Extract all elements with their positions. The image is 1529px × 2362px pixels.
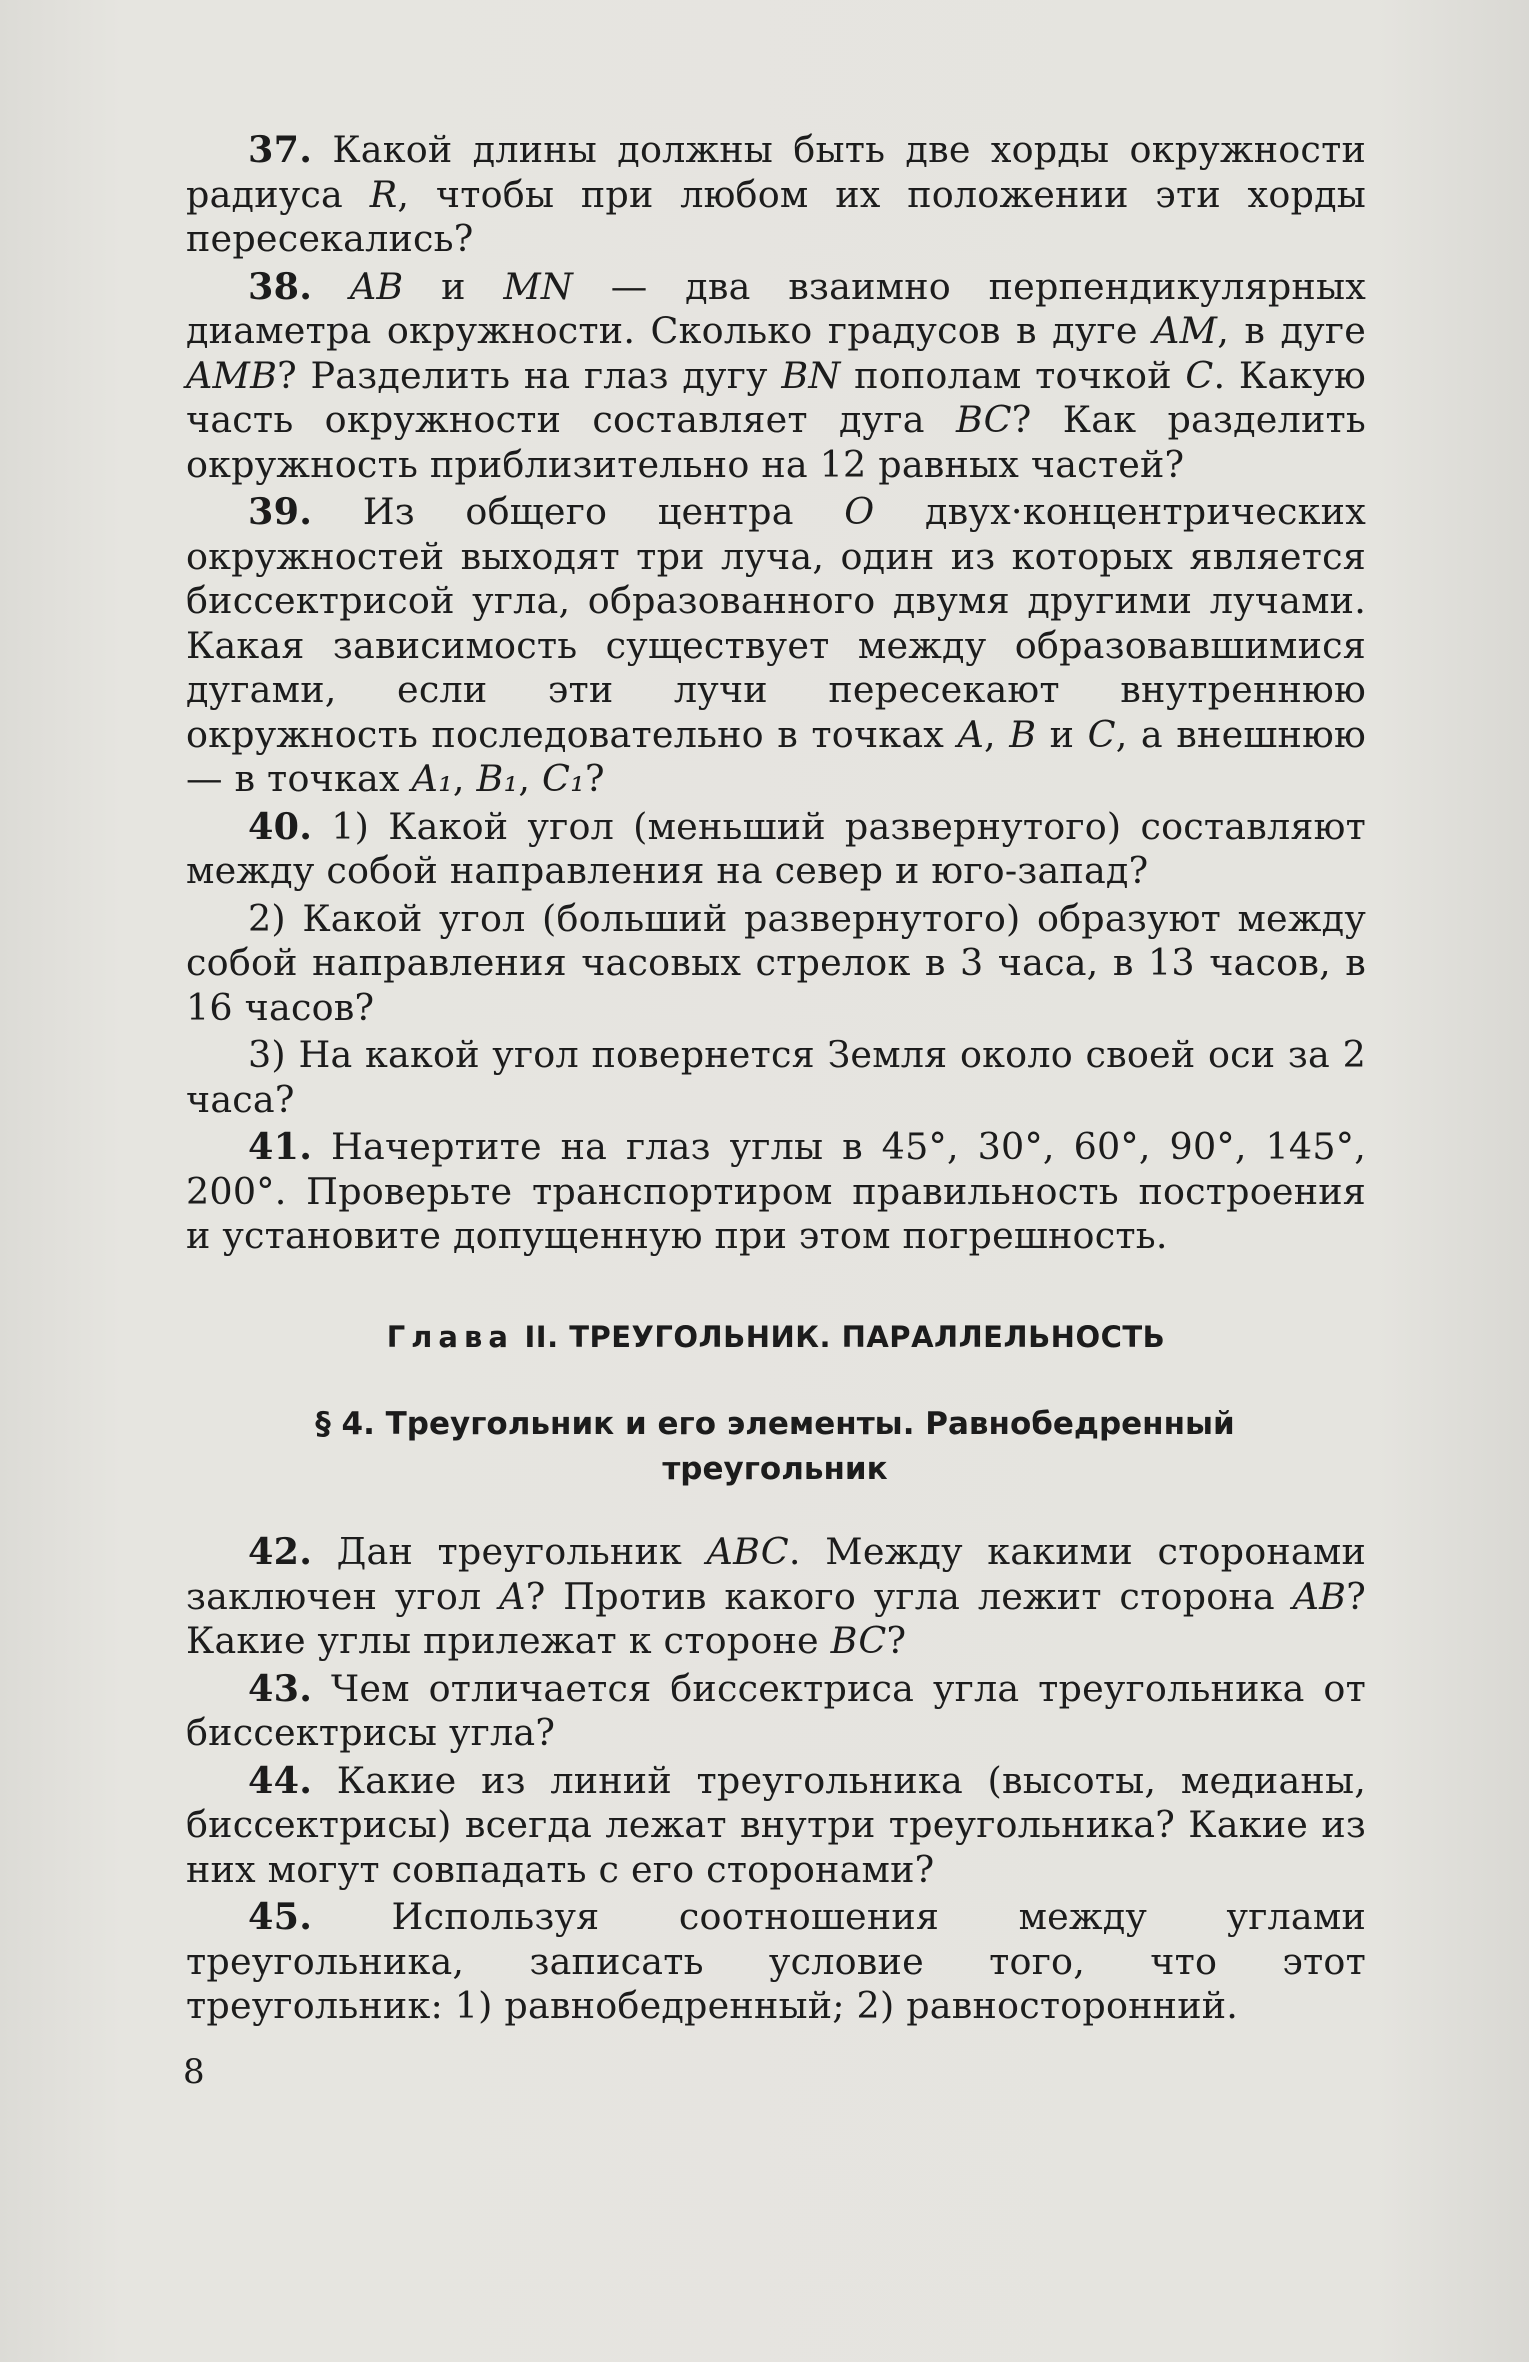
problem-text: Из общего центра [312,490,845,533]
problem-paragraph [186,1125,1366,1259]
problem-text: . Какую часть окружности составляет дуга [186,353,1366,441]
chapter-prefix: Глава [386,1320,514,1354]
math-variable: ABC [706,1530,789,1573]
problem-paragraph [186,897,1366,1031]
problem-paragraph [186,128,1366,262]
problem-text: ? [886,1619,907,1662]
math-variable: A₁ [411,757,453,800]
problem-text: Какие из линий треугольника (высоты, медианы, биссектрисы) всегда лежат внутри треугольника? Какие из них могут совпадать с его сторонами? [186,1758,1366,1891]
chapter-heading [186,1320,1366,1354]
problem-number: 41. [248,1125,313,1168]
problem-number: 45. [248,1895,313,1938]
math-variable: B [1009,712,1037,756]
page-number: 8 [183,2052,205,2092]
problem-text: , [518,757,542,800]
math-variable: AM [1153,309,1218,352]
math-variable: A [499,1574,526,1618]
math-variable: MN [503,264,574,308]
problem-paragraph [186,265,1366,488]
math-variable: O [844,490,875,533]
section-title-line2: треугольник [662,1451,888,1487]
math-variable: BC [955,398,1012,441]
problem-text: Дан треугольник [312,1530,707,1573]
math-variable: AMB [186,353,278,397]
math-variable: AB [1292,1574,1347,1618]
problem-text: Чем отличается биссектриса угла треугольника от биссектрисы угла? [186,1666,1366,1754]
problem-number: 38. [248,264,313,308]
problem-number: 44. [248,1758,313,1802]
problem-paragraph [186,1895,1366,2029]
problem-text: ? Разделить на глаз дугу [277,353,782,397]
problem-text [312,265,350,308]
math-variable: R [369,172,398,216]
problem-text: и [1036,712,1088,756]
problem-number: 42. [248,1530,313,1573]
problem-text: 3) На какой угол повернется Земля около своей оси за 2 часа? [186,1033,1366,1121]
problem-text: Какой длины должны быть две хорды окружности радиуса [186,128,1366,216]
problem-number: 37. [248,128,313,171]
math-variable: BN [781,353,841,397]
problem-text: пополам точкой [840,353,1186,397]
math-variable: AB [349,264,404,308]
section-heading [230,1402,1320,1492]
math-variable: C [1087,712,1116,756]
problem-text: ? Против какого угла лежит сторона [525,1574,1293,1618]
problems-top [186,128,1366,1259]
math-variable: B₁ [476,757,519,800]
problem-text: . Между какими сторонами заключен угол [186,1530,1366,1618]
problem-paragraph [186,1667,1366,1756]
problem-paragraph [186,1033,1366,1122]
chapter-title: II. ТРЕУГОЛЬНИК. ПАРАЛЛЕЛЬНОСТЬ [513,1320,1166,1354]
problem-paragraph [186,805,1366,894]
problem-text: Начертите на глаз углы в 45°, 30°, 60°, 90°, 145°, 200°. Проверьте транспортиром правильность построения и установите допущенную при этом погрешность. [186,1125,1366,1257]
problem-text: двух·концентрических окружностей выходят три луча, один из которых является биссектрисой угла, образованного двумя другими лучами. Какая зависимость существует между образовавшимися дугами, если эти лучи пересекают внутреннюю окружность последовательно в точках [186,490,1366,756]
problem-text: и [403,264,504,308]
problem-text: , чтобы при любом их положении эти хорды пересекались? [186,172,1366,260]
problem-paragraph [186,1530,1366,1664]
problem-text: , а внешнюю — в точках [186,712,1366,800]
problem-text: , [452,757,477,800]
problem-text: ? Какие углы прилежат к стороне [186,1574,1366,1662]
problem-paragraph [186,490,1366,802]
problem-number: 43. [248,1666,313,1710]
problems-bottom [186,1530,1366,2029]
problem-number: 40. [248,804,313,848]
problem-text: , в дуге [1217,309,1366,352]
problem-text: 2) Какой угол (больший развернутого) образуют между собой направления часовых стрелок в 3 часа, в 13 часов, в 16 часов? [186,896,1366,1029]
problem-text: ? Как разделить окружность приблизительно на 12 равных частей? [186,398,1366,486]
math-variable: A [957,712,985,756]
problem-text: , [984,712,1010,756]
problem-text: ? [584,757,605,800]
problem-text: — два взаимно перпендикулярных диаметра окружности. Сколько градусов в дуге [186,264,1366,352]
problem-paragraph [186,1759,1366,1893]
math-variable: C₁ [542,757,585,800]
section-title-line1: § 4. Треугольник и его элементы. Равнобедренный [315,1406,1235,1442]
math-variable: C [1185,353,1214,397]
math-variable: BC [830,1619,887,1662]
problem-number: 39. [248,490,313,533]
problem-text: Используя соотношения между углами треугольника, записать условие того, что этот треугольник: 1) равнобедренный; 2) равносторонний. [186,1895,1366,2027]
problem-text: 1) Какой угол (меньший развернутого) составляют между собой направления на север и юго-запад? [186,804,1366,892]
